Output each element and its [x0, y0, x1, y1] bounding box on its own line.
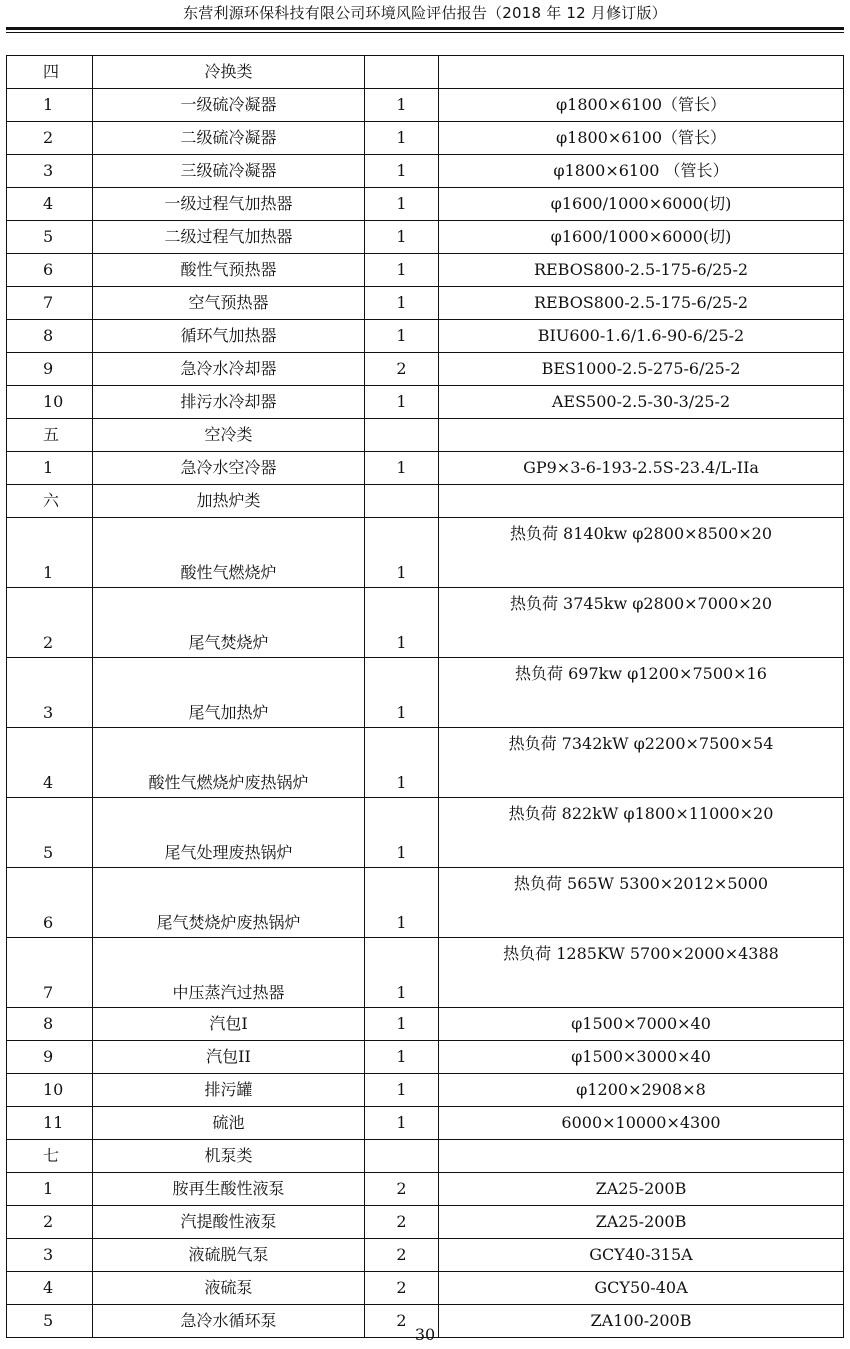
cell-no: 5 — [7, 798, 93, 868]
cell-no: 1 — [7, 452, 93, 485]
cell-spec: 热负荷 822kW φ1800×11000×20 — [439, 798, 844, 868]
table-row — [7, 798, 844, 868]
cell-name: 急冷水冷却器 — [93, 353, 365, 386]
cell-name: 排污罐 — [93, 1074, 365, 1107]
cell-no: 3 — [7, 1239, 93, 1272]
table-row — [7, 56, 844, 89]
cell-no: 2 — [7, 122, 93, 155]
cell-spec: ZA25-200B — [439, 1173, 844, 1206]
cell-name: 排污水冷却器 — [93, 386, 365, 419]
cell-name: 空气预热器 — [93, 287, 365, 320]
table-row — [7, 155, 844, 188]
cell-name: 一级硫冷凝器 — [93, 89, 365, 122]
cell-no: 1 — [7, 1173, 93, 1206]
cell-name: 二级硫冷凝器 — [93, 122, 365, 155]
cell-no: 六 — [7, 485, 93, 518]
cell-qty: 1 — [365, 728, 439, 798]
cell-no: 四 — [7, 56, 93, 89]
cell-qty: 1 — [365, 221, 439, 254]
cell-qty — [365, 56, 439, 89]
cell-spec: ZA100-200B — [439, 1305, 844, 1338]
table-row — [7, 938, 844, 1008]
cell-no: 1 — [7, 518, 93, 588]
cell-no: 2 — [7, 1206, 93, 1239]
cell-qty: 2 — [365, 1239, 439, 1272]
table-row — [7, 1008, 844, 1041]
cell-spec: φ1800×6100（管长） — [439, 122, 844, 155]
header-title: 东营利源环保科技有限公司环境风险评估报告（2018 年 12 月修订版） — [183, 4, 667, 22]
cell-no: 6 — [7, 868, 93, 938]
page-header — [0, 0, 850, 30]
cell-spec: BES1000-2.5-275-6/25-2 — [439, 353, 844, 386]
cell-qty — [365, 485, 439, 518]
cell-qty: 2 — [365, 353, 439, 386]
table-row — [7, 1272, 844, 1305]
cell-spec: ZA25-200B — [439, 1206, 844, 1239]
cell-name: 尾气加热炉 — [93, 658, 365, 728]
page-number — [0, 1325, 850, 1345]
cell-spec: φ1600/1000×6000(切) — [439, 188, 844, 221]
cell-name: 加热炉类 — [93, 485, 365, 518]
cell-spec: GCY50-40A — [439, 1272, 844, 1305]
cell-no: 5 — [7, 1305, 93, 1338]
page-number-text: 30 — [414, 1325, 436, 1344]
cell-name: 液硫泵 — [93, 1272, 365, 1305]
cell-no: 8 — [7, 1008, 93, 1041]
table-row — [7, 728, 844, 798]
cell-qty: 1 — [365, 1107, 439, 1140]
cell-qty: 1 — [365, 1074, 439, 1107]
table-row — [7, 868, 844, 938]
cell-name: 机泵类 — [93, 1140, 365, 1173]
table-row — [7, 588, 844, 658]
cell-no: 10 — [7, 1074, 93, 1107]
cell-qty: 1 — [365, 155, 439, 188]
cell-qty: 1 — [365, 452, 439, 485]
cell-spec: 热负荷 3745kw φ2800×7000×20 — [439, 588, 844, 658]
cell-spec: 热负荷 697kw φ1200×7500×16 — [439, 658, 844, 728]
table-row — [7, 1173, 844, 1206]
table-row — [7, 287, 844, 320]
cell-name: 循环气加热器 — [93, 320, 365, 353]
cell-qty: 1 — [365, 798, 439, 868]
header-rule-thin — [6, 32, 844, 33]
cell-spec: 热负荷 7342kW φ2200×7500×54 — [439, 728, 844, 798]
cell-name: 急冷水循环泵 — [93, 1305, 365, 1338]
cell-name: 三级硫冷凝器 — [93, 155, 365, 188]
cell-no: 8 — [7, 320, 93, 353]
cell-spec — [439, 419, 844, 452]
cell-name: 汽包II — [93, 1041, 365, 1074]
cell-spec: φ1600/1000×6000(切) — [439, 221, 844, 254]
cell-name: 尾气焚烧炉 — [93, 588, 365, 658]
cell-name: 酸性气燃烧炉废热锅炉 — [93, 728, 365, 798]
cell-name: 硫池 — [93, 1107, 365, 1140]
table-row — [7, 518, 844, 588]
cell-spec — [439, 56, 844, 89]
table-row — [7, 188, 844, 221]
cell-name: 冷换类 — [93, 56, 365, 89]
table-row — [7, 1140, 844, 1173]
cell-name: 空冷类 — [93, 419, 365, 452]
cell-no: 4 — [7, 728, 93, 798]
cell-qty: 1 — [365, 658, 439, 728]
cell-spec — [439, 1140, 844, 1173]
cell-no: 五 — [7, 419, 93, 452]
cell-name: 一级过程气加热器 — [93, 188, 365, 221]
cell-name: 急冷水空冷器 — [93, 452, 365, 485]
cell-name: 尾气处理废热锅炉 — [93, 798, 365, 868]
table-row — [7, 1074, 844, 1107]
equipment-table-body — [7, 56, 844, 1338]
cell-name: 胺再生酸性液泵 — [93, 1173, 365, 1206]
cell-spec: φ1500×3000×40 — [439, 1041, 844, 1074]
cell-qty: 1 — [365, 1041, 439, 1074]
cell-qty: 1 — [365, 188, 439, 221]
cell-spec: φ1200×2908×8 — [439, 1074, 844, 1107]
table-row — [7, 320, 844, 353]
cell-qty: 2 — [365, 1272, 439, 1305]
cell-spec: BIU600-1.6/1.6-90-6/25-2 — [439, 320, 844, 353]
cell-no: 7 — [7, 938, 93, 1008]
cell-spec: 热负荷 8140kw φ2800×8500×20 — [439, 518, 844, 588]
cell-no: 7 — [7, 287, 93, 320]
cell-no: 七 — [7, 1140, 93, 1173]
cell-no: 9 — [7, 353, 93, 386]
cell-no: 4 — [7, 188, 93, 221]
header-rule-thick — [6, 27, 844, 30]
cell-name: 酸性气燃烧炉 — [93, 518, 365, 588]
cell-qty: 1 — [365, 386, 439, 419]
cell-no: 4 — [7, 1272, 93, 1305]
cell-spec: GCY40-315A — [439, 1239, 844, 1272]
cell-no: 2 — [7, 588, 93, 658]
cell-spec: φ1800×6100（管长） — [439, 89, 844, 122]
cell-spec: AES500-2.5-30-3/25-2 — [439, 386, 844, 419]
cell-name: 汽提酸性液泵 — [93, 1206, 365, 1239]
cell-spec — [439, 485, 844, 518]
cell-qty: 1 — [365, 938, 439, 1008]
cell-qty: 1 — [365, 1008, 439, 1041]
cell-no: 6 — [7, 254, 93, 287]
cell-qty: 2 — [365, 1206, 439, 1239]
table-row — [7, 1206, 844, 1239]
cell-qty: 1 — [365, 518, 439, 588]
cell-no: 9 — [7, 1041, 93, 1074]
cell-qty: 2 — [365, 1305, 439, 1338]
cell-spec: 热负荷 1285KW 5700×2000×4388 — [439, 938, 844, 1008]
table-row — [7, 658, 844, 728]
table-row — [7, 386, 844, 419]
table-row — [7, 485, 844, 518]
table-row — [7, 452, 844, 485]
cell-qty: 1 — [365, 287, 439, 320]
cell-spec: 6000×10000×4300 — [439, 1107, 844, 1140]
cell-qty: 2 — [365, 1173, 439, 1206]
cell-spec: REBOS800-2.5-175-6/25-2 — [439, 287, 844, 320]
cell-no: 3 — [7, 155, 93, 188]
cell-qty — [365, 1140, 439, 1173]
cell-spec: φ1800×6100 （管长） — [439, 155, 844, 188]
cell-qty: 1 — [365, 254, 439, 287]
cell-name: 二级过程气加热器 — [93, 221, 365, 254]
table-row — [7, 1107, 844, 1140]
cell-qty: 1 — [365, 320, 439, 353]
cell-name: 汽包I — [93, 1008, 365, 1041]
cell-name: 液硫脱气泵 — [93, 1239, 365, 1272]
cell-name: 尾气焚烧炉废热锅炉 — [93, 868, 365, 938]
cell-qty: 1 — [365, 588, 439, 658]
cell-spec: 热负荷 565W 5300×2012×5000 — [439, 868, 844, 938]
table-row — [7, 254, 844, 287]
cell-name: 酸性气预热器 — [93, 254, 365, 287]
table-row — [7, 89, 844, 122]
cell-no: 11 — [7, 1107, 93, 1140]
cell-qty — [365, 419, 439, 452]
table-row — [7, 221, 844, 254]
cell-no: 10 — [7, 386, 93, 419]
cell-spec: REBOS800-2.5-175-6/25-2 — [439, 254, 844, 287]
cell-spec: φ1500×7000×40 — [439, 1008, 844, 1041]
cell-qty: 1 — [365, 89, 439, 122]
table-row — [7, 353, 844, 386]
table-row — [7, 122, 844, 155]
equipment-table — [6, 55, 844, 1338]
cell-spec: GP9×3-6-193-2.5S-23.4/L-IIa — [439, 452, 844, 485]
table-row — [7, 419, 844, 452]
cell-no: 1 — [7, 89, 93, 122]
table-row — [7, 1041, 844, 1074]
cell-qty: 1 — [365, 122, 439, 155]
cell-name: 中压蒸汽过热器 — [93, 938, 365, 1008]
table-row — [7, 1239, 844, 1272]
cell-no: 5 — [7, 221, 93, 254]
cell-no: 3 — [7, 658, 93, 728]
cell-qty: 1 — [365, 868, 439, 938]
